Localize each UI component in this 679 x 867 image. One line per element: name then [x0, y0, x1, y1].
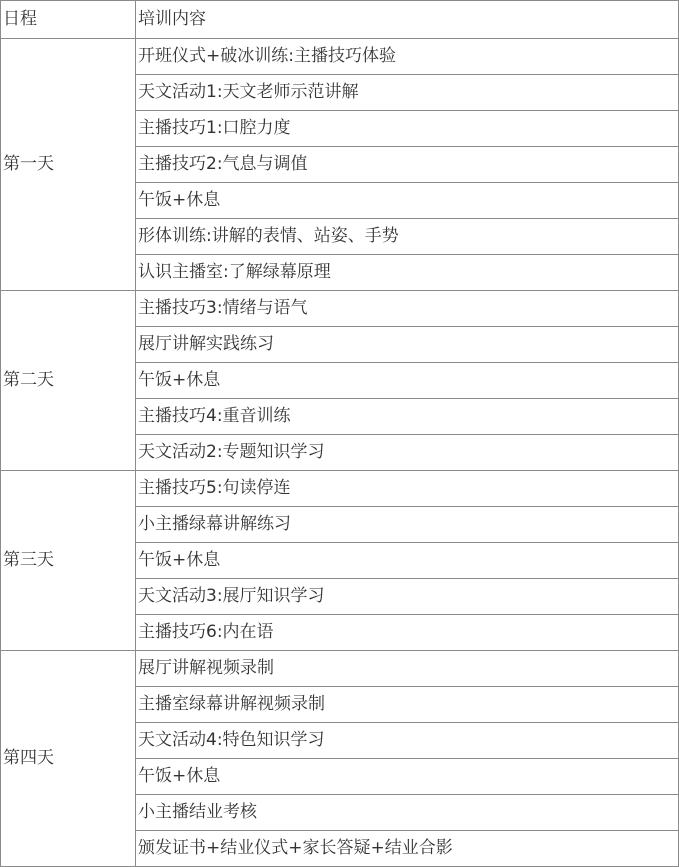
activity-cell: 天文活动4:特色知识学习: [136, 723, 679, 759]
activity-cell: 午饭+休息: [136, 759, 679, 795]
activity-cell: 主播技巧5:句读停连: [136, 471, 679, 507]
activity-cell: 天文活动1:天文老师示范讲解: [136, 75, 679, 111]
activity-cell: 天文活动2:专题知识学习: [136, 435, 679, 471]
header-row: [1, 1, 679, 39]
activity-cell: 主播技巧2:气息与调值: [136, 147, 679, 183]
activity-cell: 认识主播室:了解绿幕原理: [136, 255, 679, 291]
activity-cell: 小主播结业考核: [136, 795, 679, 831]
day-cell: 第四天: [1, 651, 136, 867]
activity-cell: 主播技巧6:内在语: [136, 615, 679, 651]
day-cell: 第三天: [1, 471, 136, 651]
activity-cell: 开班仪式+破冰训练:主播技巧体验: [136, 39, 679, 75]
activity-cell: 午饭+休息: [136, 543, 679, 579]
activity-cell: 午饭+休息: [136, 363, 679, 399]
schedule-row: [1, 651, 679, 687]
day-column-header: 日程: [1, 1, 136, 39]
activity-cell: 小主播绿幕讲解练习: [136, 507, 679, 543]
schedule-row: [1, 471, 679, 507]
activity-cell: 展厅讲解实践练习: [136, 327, 679, 363]
activity-cell: 展厅讲解视频录制: [136, 651, 679, 687]
activity-cell: 主播技巧3:情绪与语气: [136, 291, 679, 327]
activity-cell: 主播技巧4:重音训练: [136, 399, 679, 435]
activity-cell: 午饭+休息: [136, 183, 679, 219]
day-cell: 第二天: [1, 291, 136, 471]
day-cell: 第一天: [1, 39, 136, 291]
activity-cell: 天文活动3:展厅知识学习: [136, 579, 679, 615]
activity-cell: 颁发证书+结业仪式+家长答疑+结业合影: [136, 831, 679, 867]
activity-cell: 形体训练:讲解的表情、站姿、手势: [136, 219, 679, 255]
content-column-header: 培训内容: [136, 1, 679, 39]
activity-cell: 主播室绿幕讲解视频录制: [136, 687, 679, 723]
activity-cell: 主播技巧1:口腔力度: [136, 111, 679, 147]
schedule-row: [1, 291, 679, 327]
schedule-row: [1, 39, 679, 75]
